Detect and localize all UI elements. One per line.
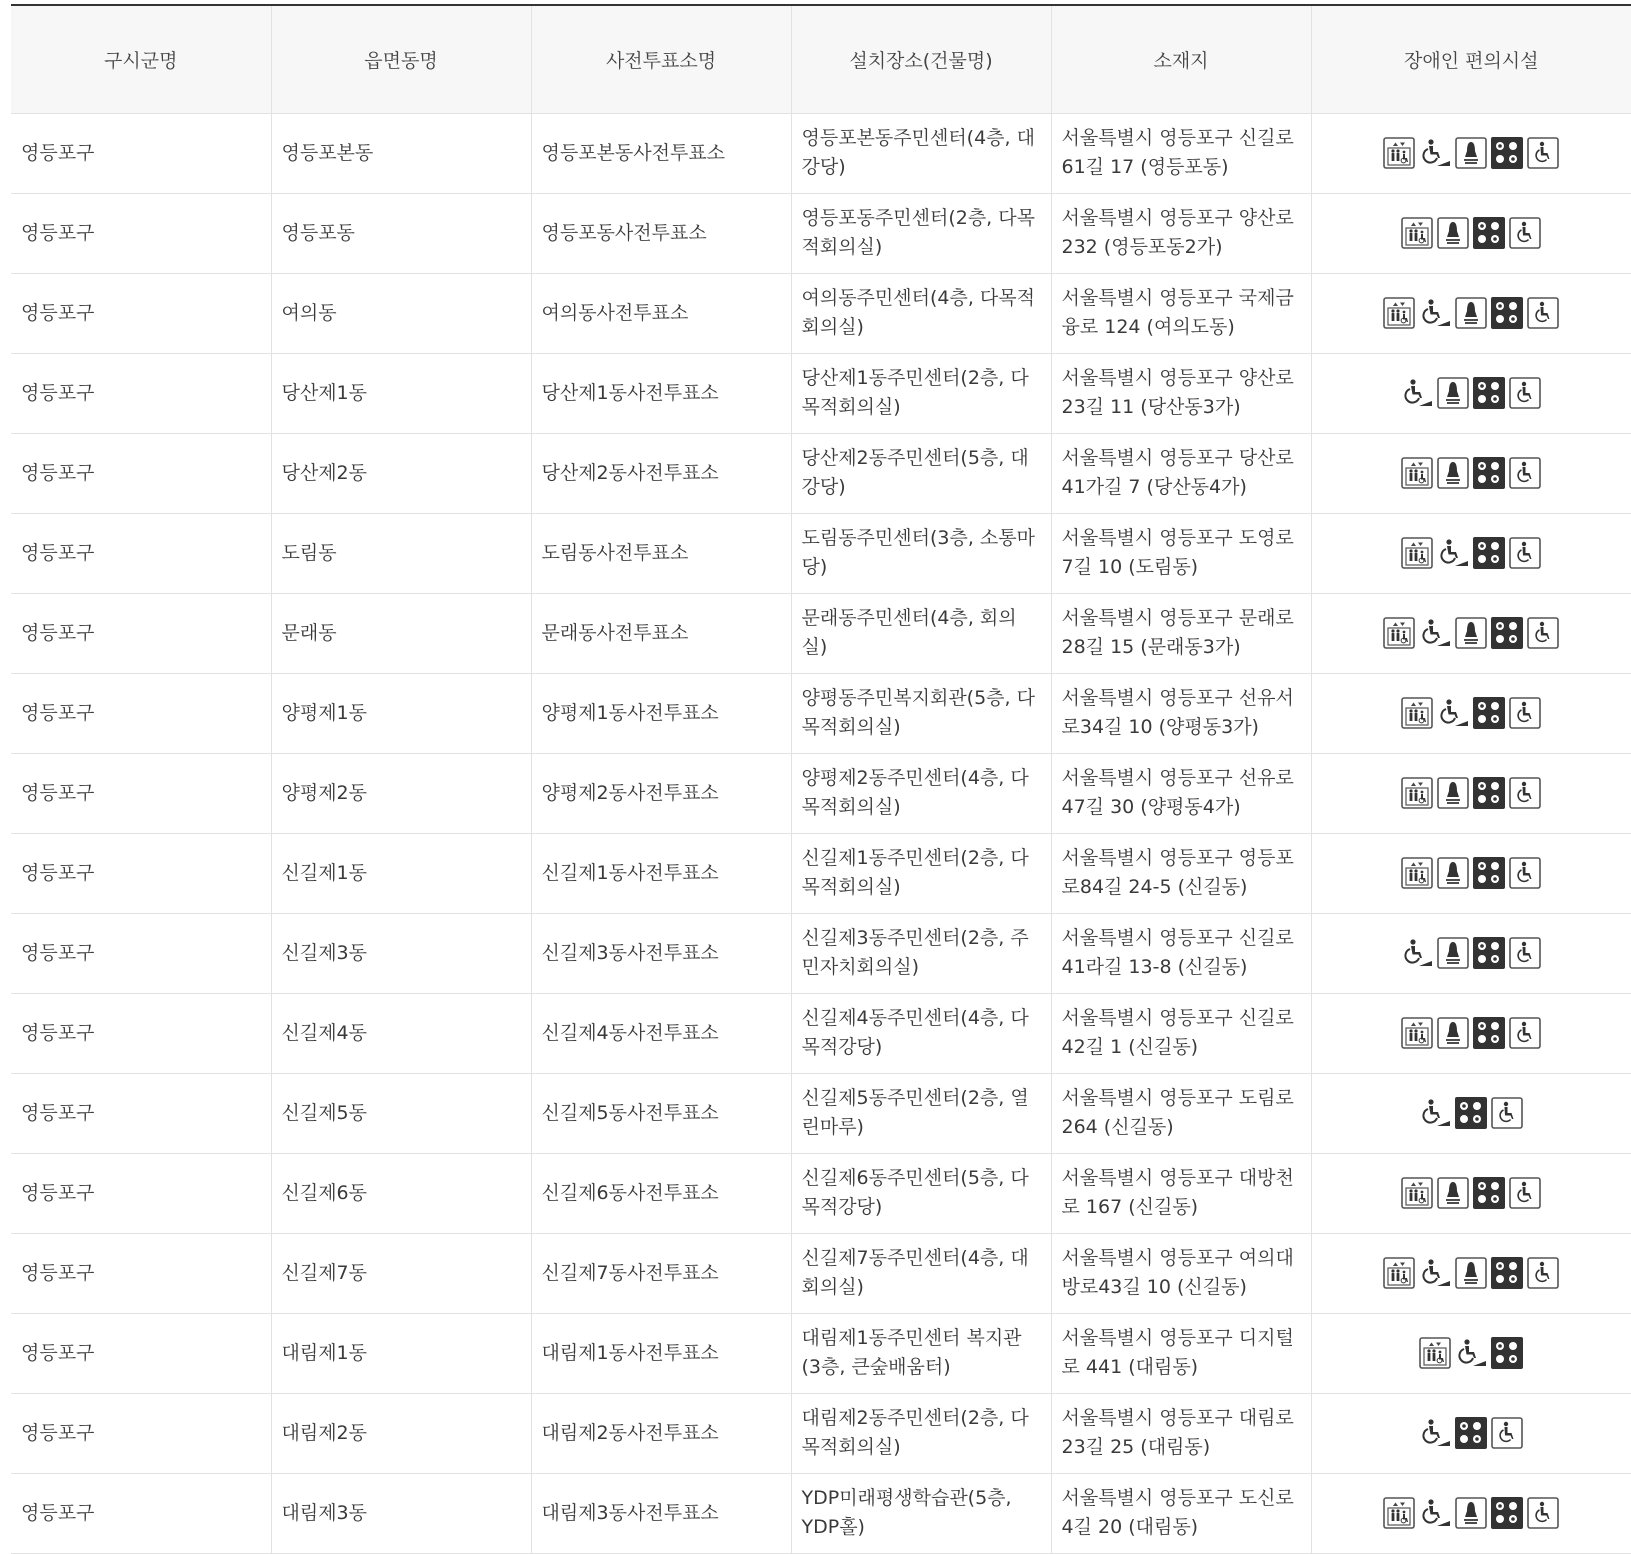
cell-place: 대림제1동주민센터 복지관(3층, 큰숲배움터) — [791, 1313, 1051, 1393]
cell-address: 서울특별시 영등포구 국제금융로 124 (여의도동) — [1051, 273, 1311, 353]
cell-sigungu: 영등포구 — [11, 1393, 271, 1473]
cell-sigungu: 영등포구 — [11, 1073, 271, 1153]
call-bell-icon — [1437, 857, 1469, 889]
elevator-icon — [1383, 137, 1415, 169]
cell-facilities — [1311, 833, 1631, 913]
cell-address: 서울특별시 영등포구 디지털로 441 (대림동) — [1051, 1313, 1311, 1393]
call-bell-icon — [1455, 617, 1487, 649]
cell-dong: 여의동 — [271, 273, 531, 353]
cell-station: 대림제1동사전투표소 — [531, 1313, 791, 1393]
table-row — [11, 1313, 1631, 1393]
accessible-toilet-icon — [1509, 857, 1541, 889]
cell-facilities — [1311, 353, 1631, 433]
braille-block-icon — [1473, 697, 1505, 729]
elevator-icon — [1401, 457, 1433, 489]
elevator-icon — [1419, 1337, 1451, 1369]
elevator-icon — [1401, 217, 1433, 249]
elevator-icon — [1401, 857, 1433, 889]
cell-dong: 양평제2동 — [271, 753, 531, 833]
call-bell-icon — [1437, 217, 1469, 249]
cell-place: 도림동주민센터(3층, 소통마당) — [791, 513, 1051, 593]
call-bell-icon — [1437, 777, 1469, 809]
cell-address: 서울특별시 영등포구 신길로42길 1 (신길동) — [1051, 993, 1311, 1073]
braille-block-icon — [1473, 1017, 1505, 1049]
braille-block-icon — [1455, 1417, 1487, 1449]
cell-address: 서울특별시 영등포구 도림로 264 (신길동) — [1051, 1073, 1311, 1153]
wheelchair-ramp-icon — [1419, 1097, 1451, 1129]
cell-address: 서울특별시 영등포구 선유로47길 30 (양평동4가) — [1051, 753, 1311, 833]
cell-dong: 대림제2동 — [271, 1393, 531, 1473]
cell-sigungu: 영등포구 — [11, 833, 271, 913]
cell-sigungu: 영등포구 — [11, 513, 271, 593]
cell-address: 서울특별시 영등포구 신길로61길 17 (영등포동) — [1051, 113, 1311, 193]
cell-facilities — [1311, 1233, 1631, 1313]
table-row — [11, 353, 1631, 433]
wheelchair-ramp-icon — [1401, 937, 1433, 969]
accessible-toilet-icon — [1509, 777, 1541, 809]
cell-facilities — [1311, 513, 1631, 593]
wheelchair-ramp-icon — [1437, 697, 1469, 729]
cell-station: 당산제1동사전투표소 — [531, 353, 791, 433]
cell-facilities — [1311, 1313, 1631, 1393]
cell-sigungu: 영등포구 — [11, 1153, 271, 1233]
braille-block-icon — [1473, 777, 1505, 809]
cell-dong: 대림제3동 — [271, 1473, 531, 1553]
table-row — [11, 1393, 1631, 1473]
cell-place: YDP미래평생학습관(5층, YDP홀) — [791, 1473, 1051, 1553]
table-header-row — [11, 5, 1631, 113]
cell-place: 신길제3동주민센터(2층, 주민자치회의실) — [791, 913, 1051, 993]
elevator-icon — [1401, 1177, 1433, 1209]
cell-place: 양평제2동주민센터(4층, 다목적회의실) — [791, 753, 1051, 833]
cell-place: 신길제5동주민센터(2층, 열린마루) — [791, 1073, 1051, 1153]
cell-sigungu: 영등포구 — [11, 593, 271, 673]
header-facilities: 장애인 편의시설 — [1311, 5, 1631, 113]
cell-dong: 당산제1동 — [271, 353, 531, 433]
cell-station: 양평제2동사전투표소 — [531, 753, 791, 833]
elevator-icon — [1401, 777, 1433, 809]
table-row — [11, 993, 1631, 1073]
call-bell-icon — [1455, 1497, 1487, 1529]
cell-address: 서울특별시 영등포구 대림로23길 25 (대림동) — [1051, 1393, 1311, 1473]
cell-station: 신길제1동사전투표소 — [531, 833, 791, 913]
cell-address: 서울특별시 영등포구 영등포로84길 24-5 (신길동) — [1051, 833, 1311, 913]
cell-station: 신길제4동사전투표소 — [531, 993, 791, 1073]
cell-dong: 당산제2동 — [271, 433, 531, 513]
braille-block-icon — [1473, 937, 1505, 969]
accessible-toilet-icon — [1527, 137, 1559, 169]
cell-station: 신길제5동사전투표소 — [531, 1073, 791, 1153]
table-row — [11, 833, 1631, 913]
call-bell-icon — [1437, 937, 1469, 969]
cell-dong: 대림제1동 — [271, 1313, 531, 1393]
table-row — [11, 113, 1631, 193]
wheelchair-ramp-icon — [1419, 1497, 1451, 1529]
braille-block-icon — [1491, 1257, 1523, 1289]
call-bell-icon — [1437, 1017, 1469, 1049]
cell-place: 당산제1동주민센터(2층, 다목적회의실) — [791, 353, 1051, 433]
cell-address: 서울특별시 영등포구 양산로 232 (영등포동2가) — [1051, 193, 1311, 273]
braille-block-icon — [1473, 377, 1505, 409]
braille-block-icon — [1473, 217, 1505, 249]
accessible-toilet-icon — [1509, 457, 1541, 489]
braille-block-icon — [1473, 537, 1505, 569]
cell-station: 도림동사전투표소 — [531, 513, 791, 593]
cell-station: 영등포동사전투표소 — [531, 193, 791, 273]
cell-place: 영등포동주민센터(2층, 다목적회의실) — [791, 193, 1051, 273]
cell-address: 서울특별시 영등포구 도신로4길 20 (대림동) — [1051, 1473, 1311, 1553]
cell-facilities — [1311, 673, 1631, 753]
cell-station: 문래동사전투표소 — [531, 593, 791, 673]
cell-dong: 문래동 — [271, 593, 531, 673]
braille-block-icon — [1473, 457, 1505, 489]
cell-station: 양평제1동사전투표소 — [531, 673, 791, 753]
elevator-icon — [1383, 297, 1415, 329]
cell-place: 신길제1동주민센터(2층, 다목적회의실) — [791, 833, 1051, 913]
header-dong: 읍면동명 — [271, 5, 531, 113]
elevator-icon — [1383, 617, 1415, 649]
accessible-toilet-icon — [1509, 1177, 1541, 1209]
cell-facilities — [1311, 913, 1631, 993]
braille-block-icon — [1491, 137, 1523, 169]
call-bell-icon — [1437, 457, 1469, 489]
header-place: 설치장소(건물명) — [791, 5, 1051, 113]
table-row — [11, 1233, 1631, 1313]
cell-place: 여의동주민센터(4층, 다목적회의실) — [791, 273, 1051, 353]
call-bell-icon — [1455, 1257, 1487, 1289]
cell-station: 영등포본동사전투표소 — [531, 113, 791, 193]
cell-facilities — [1311, 1473, 1631, 1553]
cell-facilities — [1311, 1393, 1631, 1473]
cell-station: 당산제2동사전투표소 — [531, 433, 791, 513]
wheelchair-ramp-icon — [1419, 137, 1451, 169]
cell-dong: 양평제1동 — [271, 673, 531, 753]
accessible-toilet-icon — [1509, 1017, 1541, 1049]
wheelchair-ramp-icon — [1455, 1337, 1487, 1369]
cell-address: 서울특별시 영등포구 신길로41라길 13-8 (신길동) — [1051, 913, 1311, 993]
cell-facilities — [1311, 193, 1631, 273]
cell-station: 대림제2동사전투표소 — [531, 1393, 791, 1473]
braille-block-icon — [1473, 1177, 1505, 1209]
cell-place: 신길제4동주민센터(4층, 다목적강당) — [791, 993, 1051, 1073]
cell-sigungu: 영등포구 — [11, 433, 271, 513]
braille-block-icon — [1473, 857, 1505, 889]
accessible-toilet-icon — [1509, 537, 1541, 569]
elevator-icon — [1383, 1497, 1415, 1529]
accessible-toilet-icon — [1527, 297, 1559, 329]
braille-block-icon — [1491, 1497, 1523, 1529]
cell-station: 신길제3동사전투표소 — [531, 913, 791, 993]
header-address: 소재지 — [1051, 5, 1311, 113]
call-bell-icon — [1437, 377, 1469, 409]
cell-place: 대림제2동주민센터(2층, 다목적회의실) — [791, 1393, 1051, 1473]
braille-block-icon — [1491, 1337, 1523, 1369]
cell-address: 서울특별시 영등포구 당산로41가길 7 (당산동4가) — [1051, 433, 1311, 513]
cell-sigungu: 영등포구 — [11, 353, 271, 433]
cell-dong: 신길제7동 — [271, 1233, 531, 1313]
cell-dong: 영등포본동 — [271, 113, 531, 193]
cell-sigungu: 영등포구 — [11, 673, 271, 753]
cell-dong: 신길제3동 — [271, 913, 531, 993]
accessible-toilet-icon — [1509, 217, 1541, 249]
cell-place: 문래동주민센터(4층, 회의실) — [791, 593, 1051, 673]
table-row — [11, 1153, 1631, 1233]
cell-facilities — [1311, 593, 1631, 673]
table-row — [11, 273, 1631, 353]
table-row — [11, 753, 1631, 833]
cell-place: 양평동주민복지회관(5층, 다목적회의실) — [791, 673, 1051, 753]
cell-sigungu: 영등포구 — [11, 273, 271, 353]
table-row — [11, 1473, 1631, 1553]
cell-sigungu: 영등포구 — [11, 753, 271, 833]
accessible-toilet-icon — [1527, 1497, 1559, 1529]
elevator-icon — [1401, 537, 1433, 569]
cell-sigungu: 영등포구 — [11, 1313, 271, 1393]
cell-address: 서울특별시 영등포구 문래로28길 15 (문래동3가) — [1051, 593, 1311, 673]
cell-station: 신길제7동사전투표소 — [531, 1233, 791, 1313]
wheelchair-ramp-icon — [1401, 377, 1433, 409]
braille-block-icon — [1491, 617, 1523, 649]
cell-facilities — [1311, 273, 1631, 353]
cell-place: 영등포본동주민센터(4층, 대강당) — [791, 113, 1051, 193]
accessible-toilet-icon — [1527, 617, 1559, 649]
cell-dong: 영등포동 — [271, 193, 531, 273]
table-body — [11, 113, 1631, 1553]
header-sigungu: 구시군명 — [11, 5, 271, 113]
cell-dong: 도림동 — [271, 513, 531, 593]
elevator-icon — [1401, 697, 1433, 729]
table-row — [11, 913, 1631, 993]
wheelchair-ramp-icon — [1419, 617, 1451, 649]
table-row — [11, 433, 1631, 513]
call-bell-icon — [1455, 137, 1487, 169]
accessible-toilet-icon — [1491, 1097, 1523, 1129]
cell-place: 신길제6동주민센터(5층, 다목적강당) — [791, 1153, 1051, 1233]
call-bell-icon — [1437, 1177, 1469, 1209]
cell-dong: 신길제4동 — [271, 993, 531, 1073]
accessible-toilet-icon — [1527, 1257, 1559, 1289]
cell-sigungu: 영등포구 — [11, 1473, 271, 1553]
cell-dong: 신길제1동 — [271, 833, 531, 913]
call-bell-icon — [1455, 297, 1487, 329]
polling-station-table — [11, 4, 1631, 1554]
cell-sigungu: 영등포구 — [11, 193, 271, 273]
table-row — [11, 513, 1631, 593]
accessible-toilet-icon — [1509, 937, 1541, 969]
elevator-icon — [1383, 1257, 1415, 1289]
cell-facilities — [1311, 433, 1631, 513]
table-row — [11, 1073, 1631, 1153]
cell-address: 서울특별시 영등포구 선유서로34길 10 (양평동3가) — [1051, 673, 1311, 753]
polling-table-container — [11, 4, 1631, 1554]
accessible-toilet-icon — [1509, 377, 1541, 409]
cell-place: 당산제2동주민센터(5층, 대강당) — [791, 433, 1051, 513]
cell-facilities — [1311, 1153, 1631, 1233]
accessible-toilet-icon — [1509, 697, 1541, 729]
cell-sigungu: 영등포구 — [11, 113, 271, 193]
table-row — [11, 593, 1631, 673]
cell-facilities — [1311, 113, 1631, 193]
braille-block-icon — [1491, 297, 1523, 329]
cell-facilities — [1311, 1073, 1631, 1153]
cell-station: 신길제6동사전투표소 — [531, 1153, 791, 1233]
table-row — [11, 673, 1631, 753]
elevator-icon — [1401, 1017, 1433, 1049]
cell-sigungu: 영등포구 — [11, 1233, 271, 1313]
cell-place: 신길제7동주민센터(4층, 대회의실) — [791, 1233, 1051, 1313]
cell-address: 서울특별시 영등포구 도영로7길 10 (도림동) — [1051, 513, 1311, 593]
accessible-toilet-icon — [1491, 1417, 1523, 1449]
wheelchair-ramp-icon — [1437, 537, 1469, 569]
cell-address: 서울특별시 영등포구 여의대방로43길 10 (신길동) — [1051, 1233, 1311, 1313]
cell-facilities — [1311, 993, 1631, 1073]
cell-address: 서울특별시 영등포구 대방천로 167 (신길동) — [1051, 1153, 1311, 1233]
wheelchair-ramp-icon — [1419, 1257, 1451, 1289]
cell-dong: 신길제5동 — [271, 1073, 531, 1153]
wheelchair-ramp-icon — [1419, 1417, 1451, 1449]
wheelchair-ramp-icon — [1419, 297, 1451, 329]
cell-dong: 신길제6동 — [271, 1153, 531, 1233]
cell-sigungu: 영등포구 — [11, 993, 271, 1073]
header-station: 사전투표소명 — [531, 5, 791, 113]
braille-block-icon — [1455, 1097, 1487, 1129]
cell-facilities — [1311, 753, 1631, 833]
cell-sigungu: 영등포구 — [11, 913, 271, 993]
table-row — [11, 193, 1631, 273]
cell-station: 대림제3동사전투표소 — [531, 1473, 791, 1553]
cell-address: 서울특별시 영등포구 양산로23길 11 (당산동3가) — [1051, 353, 1311, 433]
cell-station: 여의동사전투표소 — [531, 273, 791, 353]
